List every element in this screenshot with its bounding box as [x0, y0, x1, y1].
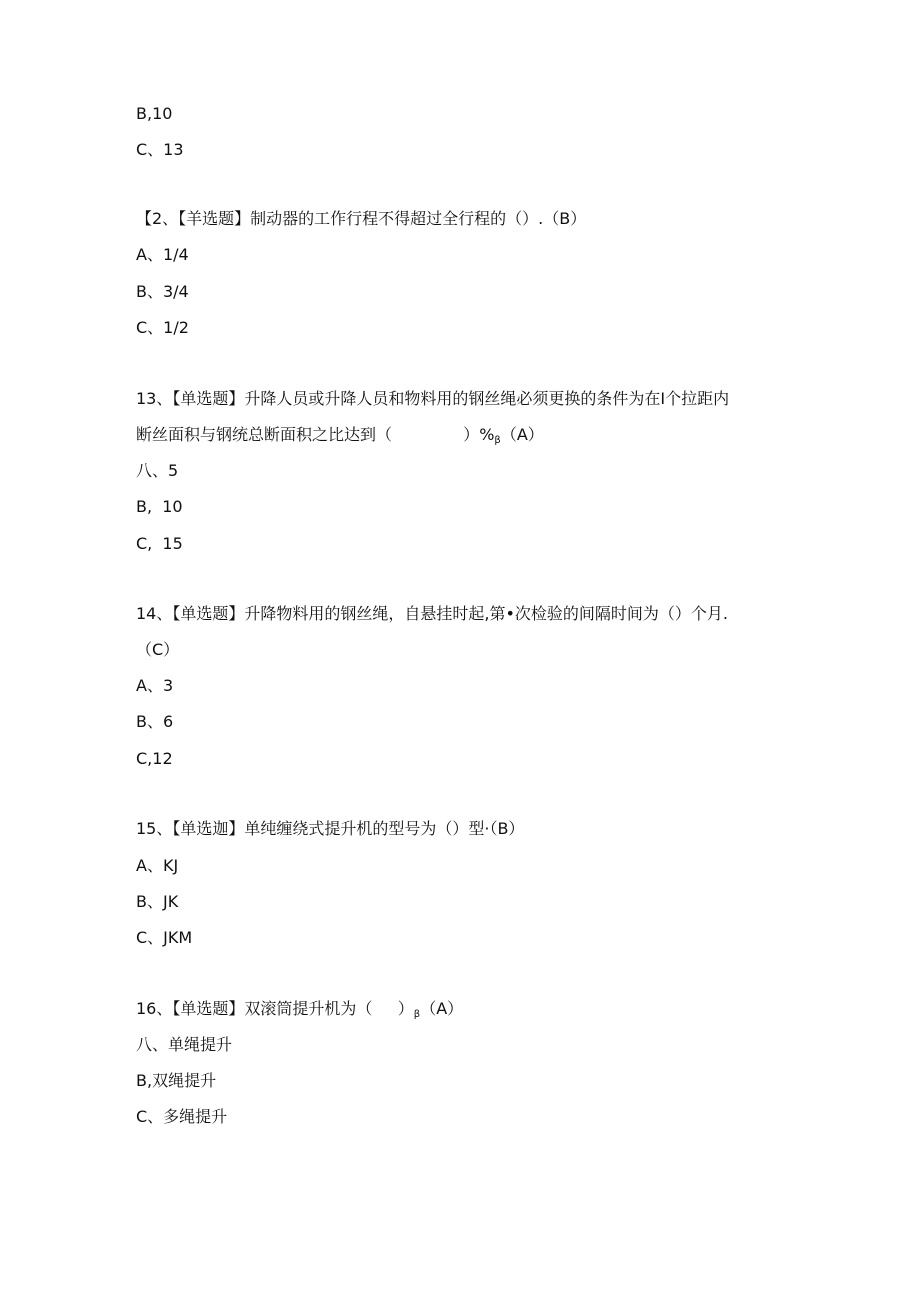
q15-option-c: C、JKM [136, 928, 193, 947]
q13-question-text: 断丝面积与钢统总断面积之比达到（ ）% [136, 425, 495, 444]
q14-question-line1: 14、【单选题】升降物料用的钢丝绳，自悬挂时起,第•次检验的间隔时间为（）个月. [136, 604, 728, 623]
q16-answer: （A） [420, 999, 464, 1018]
q14-option-b: B、6 [136, 712, 174, 731]
q15-option-b: B、JK [136, 892, 179, 911]
q1-option-b: B,10 [136, 104, 173, 123]
q13-question-line1: 13、【单选题】升降人员或升降人员和物料用的钢丝绳必须更换的条件为在I个拉距内 [136, 389, 730, 408]
q14-option-a: A、3 [136, 676, 174, 695]
q15-question: 15、【单选迦】单纯缠绕式提升机的型号为（）型·（B） [136, 819, 525, 838]
q16-option-a: 八、单绳提升 [136, 1035, 233, 1054]
q13-answer: （A） [500, 425, 544, 444]
q13-subscript: β [494, 435, 501, 446]
q14-option-c: C,12 [136, 749, 173, 768]
q16-question [136, 999, 463, 1025]
q13-question-line2 [136, 425, 544, 451]
q16-question-text: 16、【单选题】双滚筒提升机为（ ） [136, 999, 414, 1018]
q2-question: 【2、【羊选题】制动器的工作行程不得超过全行程的（）.（B） [136, 209, 587, 228]
q1-option-c: C、13 [136, 140, 184, 159]
q13-option-b: B, 10 [136, 497, 183, 516]
q13-option-c: C, 15 [136, 534, 183, 553]
q16-subscript: β [413, 1009, 421, 1020]
q13-option-a: 八、5 [136, 461, 179, 480]
q15-option-a: A、KJ [136, 856, 179, 875]
q2-option-c: C、1/2 [136, 318, 189, 337]
q16-option-c: C、多绳提升 [136, 1107, 228, 1126]
q2-option-a: A、1/4 [136, 245, 189, 264]
q14-question-line2: （C） [136, 640, 180, 659]
q16-option-b: B,双绳提升 [136, 1071, 217, 1090]
q2-option-b: B、3/4 [136, 282, 189, 301]
